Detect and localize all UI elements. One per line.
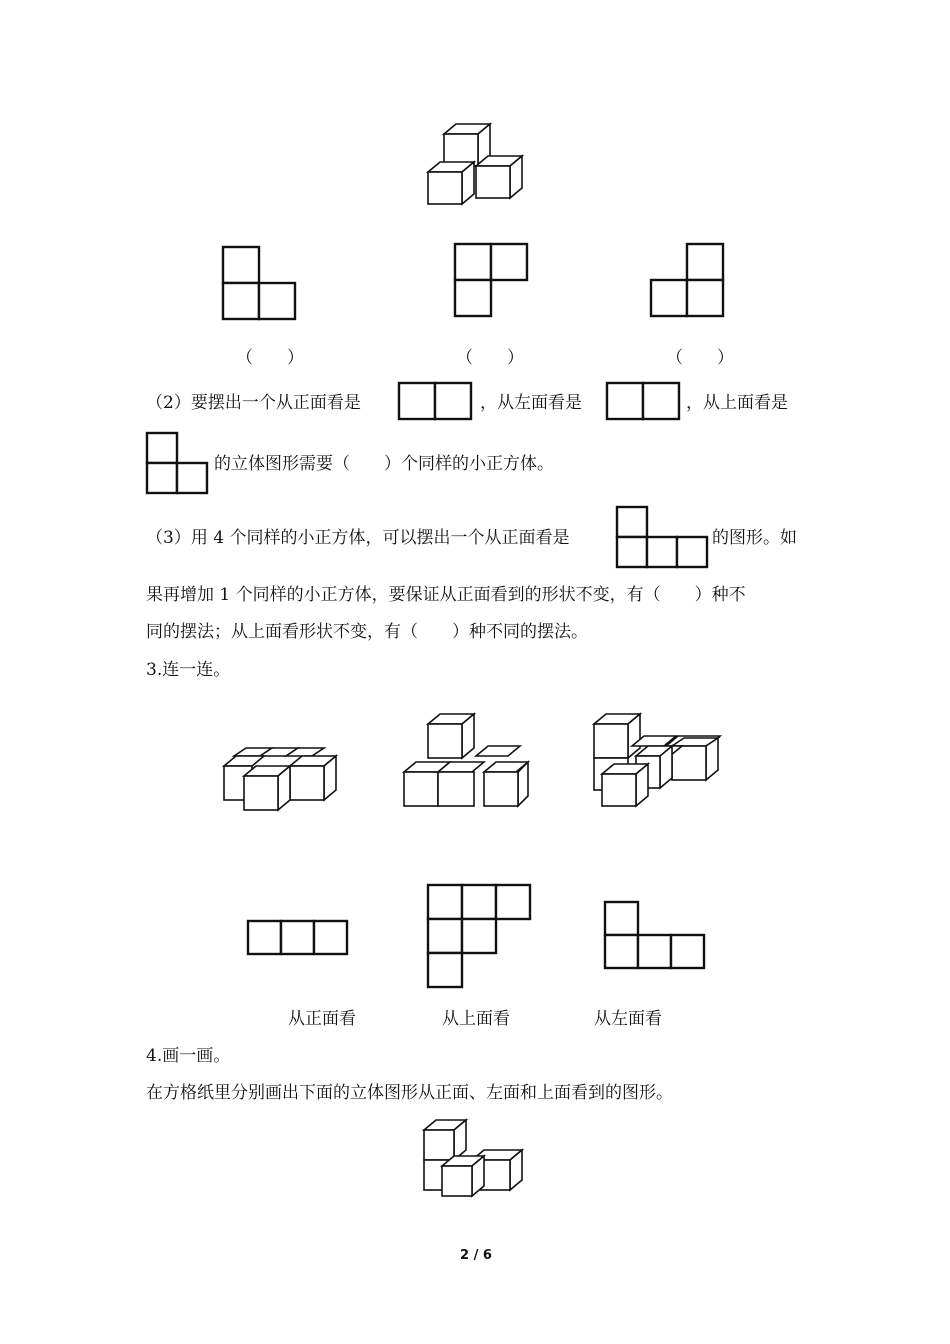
view-option-b <box>454 243 530 319</box>
q2-line2: 的立体图形需要（ ）个同样的小正方体。 <box>214 454 554 474</box>
q3-line3: 同的摆法；从上面看形状不变，有（ ）种不同的摆法。 <box>146 622 588 642</box>
q2-left-view <box>606 382 682 422</box>
section4-title: 4.画一画。 <box>146 1046 231 1066</box>
label-top-view: 从上面看 <box>442 1009 510 1029</box>
connect-view-row[interactable] <box>247 920 351 956</box>
section3-title: 3.连一连。 <box>146 660 231 680</box>
q3-line1-start: （3）用 4 个同样的小正方体，可以摆出一个从正面看是 <box>146 528 570 548</box>
connect-view-staircase[interactable] <box>427 884 531 988</box>
q2-line1-mid: ，从左面看是 <box>480 393 582 413</box>
q2-line1-end: ，从上面看是 <box>686 393 788 413</box>
answer-blank-b[interactable]: （ ） <box>456 348 524 368</box>
cube-figure-top <box>420 120 530 210</box>
q3-line2: 果再增加 1 个同样的小正方体，要保证从正面看到的形状不变，有（ ）种不 <box>146 585 746 605</box>
q2-line1-start: （2）要摆出一个从正面看是 <box>146 393 361 413</box>
label-left-view: 从左面看 <box>594 1009 662 1029</box>
q2-top-view <box>146 432 210 496</box>
q3-line1-end: 的图形。如 <box>712 528 797 548</box>
connect-view-l-shape[interactable] <box>604 901 708 971</box>
q3-front-view <box>616 506 712 570</box>
view-option-a <box>222 246 298 320</box>
draw-solid-figure <box>420 1118 530 1202</box>
view-option-c <box>650 243 726 319</box>
connect-solid-2[interactable] <box>400 712 532 812</box>
connect-solid-3[interactable] <box>592 712 724 812</box>
label-front-view: 从正面看 <box>288 1009 356 1029</box>
q2-front-view <box>398 382 474 422</box>
answer-blank-c[interactable]: （ ） <box>666 348 734 368</box>
page-number: 2 / 6 <box>460 1248 492 1263</box>
answer-blank-a[interactable]: （ ） <box>236 348 304 368</box>
section4-instruction: 在方格纸里分别画出下面的立体图形从正面、左面和上面看到的图形。 <box>146 1083 673 1103</box>
connect-solid-1[interactable] <box>220 744 340 814</box>
